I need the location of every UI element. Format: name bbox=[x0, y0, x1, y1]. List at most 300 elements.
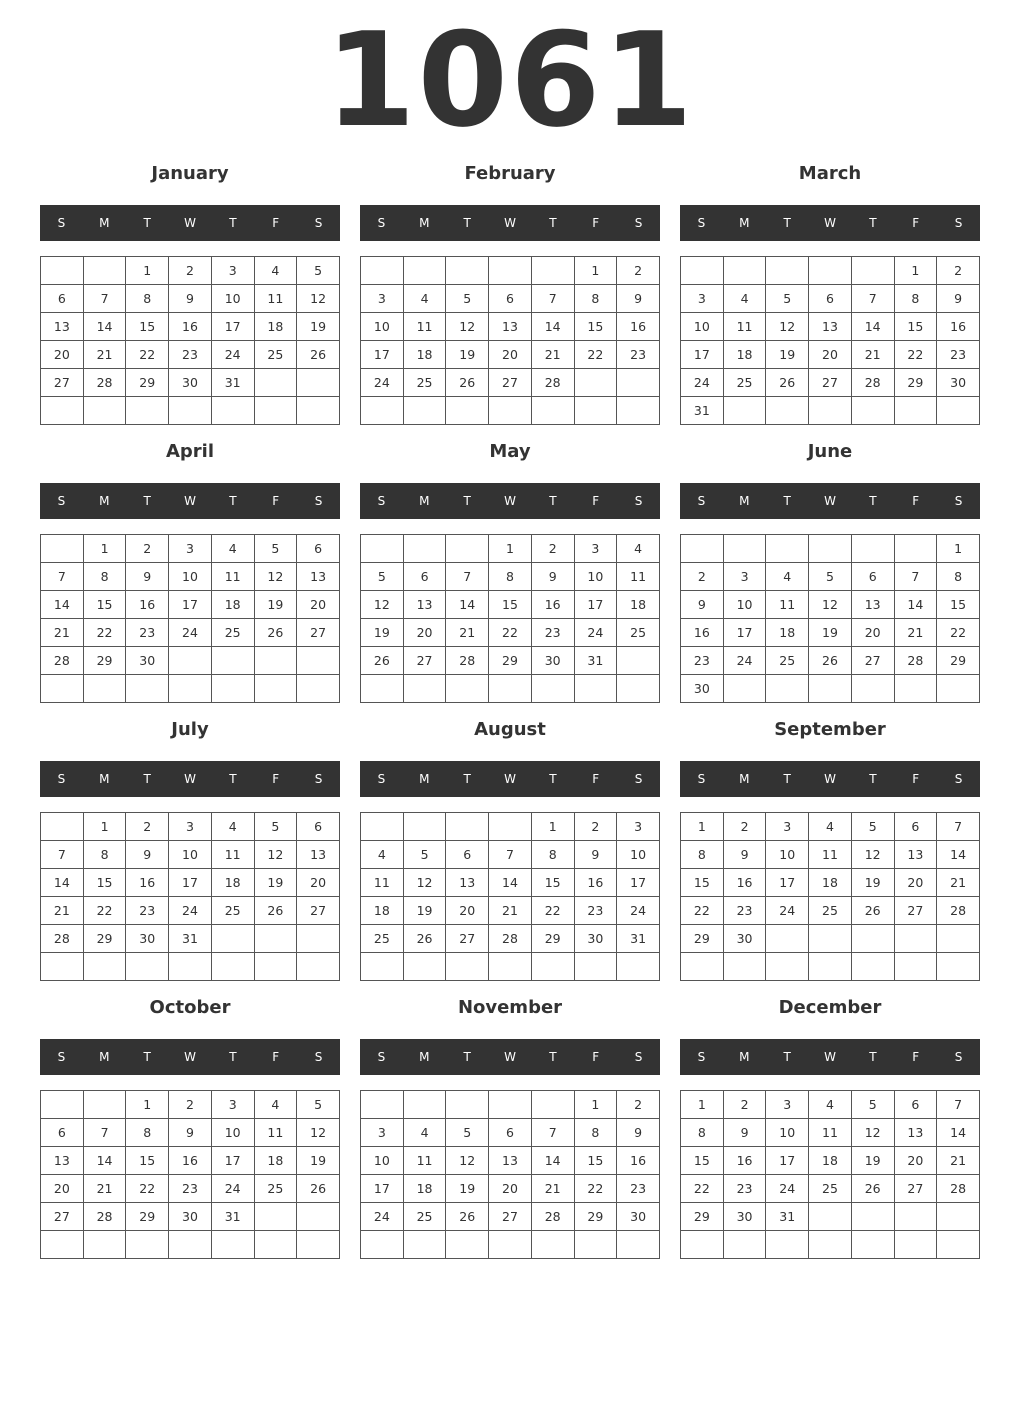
week-row bbox=[681, 397, 980, 425]
day-cell: 7 bbox=[446, 563, 489, 591]
day-cell: 6 bbox=[809, 285, 852, 313]
day-cell: 13 bbox=[851, 591, 894, 619]
week-row bbox=[681, 1231, 980, 1259]
day-cell: 8 bbox=[937, 563, 980, 591]
day-cell: 14 bbox=[531, 1147, 574, 1175]
day-cell: 27 bbox=[489, 369, 532, 397]
day-cell: 11 bbox=[211, 563, 254, 591]
day-cell: 31 bbox=[211, 369, 254, 397]
weekday-label: S bbox=[954, 494, 963, 508]
weekday-label: F bbox=[592, 216, 600, 230]
week-row bbox=[41, 1119, 340, 1147]
empty-day-cell bbox=[681, 953, 724, 981]
empty-day-cell bbox=[489, 675, 532, 703]
day-cell: 13 bbox=[489, 313, 532, 341]
day-cell: 12 bbox=[403, 869, 446, 897]
day-cell: 16 bbox=[169, 1147, 212, 1175]
day-cell: 19 bbox=[297, 313, 340, 341]
week-row bbox=[41, 535, 340, 563]
day-cell: 25 bbox=[809, 1175, 852, 1203]
day-cell: 29 bbox=[83, 925, 126, 953]
empty-day-cell bbox=[361, 953, 404, 981]
empty-day-cell bbox=[894, 397, 937, 425]
empty-day-cell bbox=[403, 813, 446, 841]
day-cell: 9 bbox=[169, 1119, 212, 1147]
day-cell: 28 bbox=[531, 1203, 574, 1231]
empty-day-cell bbox=[361, 675, 404, 703]
empty-day-cell bbox=[83, 397, 126, 425]
day-cell: 18 bbox=[809, 869, 852, 897]
day-cell: 3 bbox=[169, 813, 212, 841]
day-cell: 29 bbox=[83, 647, 126, 675]
day-cell: 11 bbox=[403, 1147, 446, 1175]
day-cell: 14 bbox=[851, 313, 894, 341]
month-name: April bbox=[165, 441, 215, 462]
week-row bbox=[681, 897, 980, 925]
week-row bbox=[361, 1119, 660, 1147]
day-cell: 11 bbox=[723, 313, 766, 341]
day-grid bbox=[40, 534, 340, 703]
empty-day-cell bbox=[211, 953, 254, 981]
day-cell: 14 bbox=[937, 841, 980, 869]
weekday-label: T bbox=[783, 216, 791, 230]
empty-day-cell bbox=[617, 675, 660, 703]
day-cell: 21 bbox=[41, 619, 84, 647]
empty-day-cell bbox=[851, 953, 894, 981]
month-name: May bbox=[489, 441, 531, 462]
day-cell: 12 bbox=[297, 1119, 340, 1147]
day-cell: 11 bbox=[809, 1119, 852, 1147]
empty-day-cell bbox=[894, 535, 937, 563]
day-grid bbox=[360, 256, 660, 425]
weekday-label: T bbox=[463, 494, 471, 508]
empty-day-cell bbox=[403, 1091, 446, 1119]
day-cell: 29 bbox=[531, 925, 574, 953]
empty-day-cell bbox=[851, 535, 894, 563]
day-cell: 16 bbox=[937, 313, 980, 341]
day-cell: 18 bbox=[211, 869, 254, 897]
empty-day-cell bbox=[937, 675, 980, 703]
weekday-label: M bbox=[419, 216, 430, 230]
weekday-label: F bbox=[592, 494, 600, 508]
day-cell: 17 bbox=[766, 869, 809, 897]
day-cell: 30 bbox=[169, 1203, 212, 1231]
day-cell: 10 bbox=[169, 563, 212, 591]
empty-day-cell bbox=[617, 369, 660, 397]
empty-day-cell bbox=[297, 397, 340, 425]
weekday-label: T bbox=[229, 1050, 237, 1064]
week-row bbox=[681, 341, 980, 369]
day-cell: 27 bbox=[489, 1203, 532, 1231]
weekday-label: S bbox=[634, 216, 643, 230]
week-row bbox=[361, 285, 660, 313]
empty-day-cell bbox=[446, 1231, 489, 1259]
day-cell: 18 bbox=[403, 341, 446, 369]
day-cell: 22 bbox=[681, 1175, 724, 1203]
empty-day-cell bbox=[809, 925, 852, 953]
day-cell: 29 bbox=[681, 925, 724, 953]
day-cell: 12 bbox=[766, 313, 809, 341]
weekday-label: T bbox=[783, 494, 791, 508]
day-cell: 27 bbox=[809, 369, 852, 397]
day-cell: 20 bbox=[446, 897, 489, 925]
empty-day-cell bbox=[41, 953, 84, 981]
empty-day-cell bbox=[83, 1091, 126, 1119]
day-cell: 13 bbox=[894, 841, 937, 869]
day-cell: 24 bbox=[169, 619, 212, 647]
day-cell: 9 bbox=[126, 841, 169, 869]
day-grid bbox=[40, 812, 340, 981]
day-cell: 13 bbox=[809, 313, 852, 341]
week-row bbox=[681, 841, 980, 869]
week-row bbox=[681, 1147, 980, 1175]
day-cell: 13 bbox=[894, 1119, 937, 1147]
weekday-label: S bbox=[697, 772, 706, 786]
week-row bbox=[681, 313, 980, 341]
weekday-header bbox=[360, 205, 660, 241]
day-cell: 4 bbox=[403, 1119, 446, 1147]
day-cell: 18 bbox=[766, 619, 809, 647]
empty-day-cell bbox=[446, 953, 489, 981]
day-cell: 31 bbox=[574, 647, 617, 675]
weekday-label: S bbox=[314, 216, 323, 230]
weekday-label: T bbox=[869, 1050, 877, 1064]
day-cell: 9 bbox=[681, 591, 724, 619]
week-row bbox=[41, 1231, 340, 1259]
week-row bbox=[361, 897, 660, 925]
day-cell: 2 bbox=[574, 813, 617, 841]
day-cell: 19 bbox=[766, 341, 809, 369]
day-cell: 7 bbox=[41, 841, 84, 869]
week-row bbox=[681, 647, 980, 675]
day-cell: 15 bbox=[489, 591, 532, 619]
empty-day-cell bbox=[851, 257, 894, 285]
weekday-label: T bbox=[463, 1050, 471, 1064]
day-cell: 25 bbox=[254, 341, 297, 369]
empty-day-cell bbox=[41, 1091, 84, 1119]
day-cell: 10 bbox=[169, 841, 212, 869]
weekday-label: T bbox=[549, 1050, 557, 1064]
day-cell: 22 bbox=[574, 1175, 617, 1203]
year-title: 1061 bbox=[325, 4, 695, 156]
empty-day-cell bbox=[681, 535, 724, 563]
week-row bbox=[681, 535, 980, 563]
day-cell: 28 bbox=[83, 1203, 126, 1231]
day-cell: 13 bbox=[403, 591, 446, 619]
empty-day-cell bbox=[254, 1203, 297, 1231]
day-cell: 21 bbox=[83, 1175, 126, 1203]
weekday-label: W bbox=[184, 1050, 196, 1064]
week-row bbox=[361, 841, 660, 869]
day-cell: 30 bbox=[617, 1203, 660, 1231]
day-cell: 15 bbox=[83, 869, 126, 897]
empty-day-cell bbox=[41, 257, 84, 285]
weekday-label: S bbox=[697, 216, 706, 230]
day-cell: 1 bbox=[126, 1091, 169, 1119]
weekday-label: M bbox=[419, 1050, 430, 1064]
day-cell: 2 bbox=[681, 563, 724, 591]
day-cell: 4 bbox=[766, 563, 809, 591]
week-row bbox=[681, 591, 980, 619]
weekday-label: M bbox=[419, 494, 430, 508]
weekday-label: T bbox=[783, 772, 791, 786]
day-cell: 9 bbox=[126, 563, 169, 591]
day-cell: 29 bbox=[937, 647, 980, 675]
empty-day-cell bbox=[489, 813, 532, 841]
empty-day-cell bbox=[937, 953, 980, 981]
weekday-header bbox=[360, 761, 660, 797]
empty-day-cell bbox=[937, 397, 980, 425]
day-cell: 4 bbox=[617, 535, 660, 563]
day-cell: 10 bbox=[361, 1147, 404, 1175]
empty-day-cell bbox=[809, 1203, 852, 1231]
day-cell: 25 bbox=[403, 369, 446, 397]
empty-day-cell bbox=[126, 675, 169, 703]
day-cell: 30 bbox=[169, 369, 212, 397]
day-cell: 27 bbox=[403, 647, 446, 675]
empty-day-cell bbox=[403, 535, 446, 563]
empty-day-cell bbox=[894, 1231, 937, 1259]
empty-day-cell bbox=[254, 675, 297, 703]
day-cell: 7 bbox=[937, 1091, 980, 1119]
weekday-header bbox=[40, 483, 340, 519]
day-cell: 19 bbox=[809, 619, 852, 647]
day-cell: 25 bbox=[211, 897, 254, 925]
day-cell: 28 bbox=[894, 647, 937, 675]
day-cell: 1 bbox=[489, 535, 532, 563]
day-cell: 15 bbox=[574, 1147, 617, 1175]
week-row bbox=[361, 313, 660, 341]
day-cell: 20 bbox=[851, 619, 894, 647]
day-cell: 29 bbox=[126, 369, 169, 397]
empty-day-cell bbox=[574, 369, 617, 397]
month-name: June bbox=[807, 441, 853, 462]
empty-day-cell bbox=[169, 397, 212, 425]
day-cell: 4 bbox=[403, 285, 446, 313]
empty-day-cell bbox=[851, 1203, 894, 1231]
day-cell: 10 bbox=[723, 591, 766, 619]
weekday-label: T bbox=[549, 494, 557, 508]
week-row bbox=[681, 563, 980, 591]
day-cell: 26 bbox=[809, 647, 852, 675]
week-row bbox=[41, 925, 340, 953]
day-cell: 28 bbox=[531, 369, 574, 397]
day-cell: 26 bbox=[254, 619, 297, 647]
day-cell: 28 bbox=[851, 369, 894, 397]
day-cell: 23 bbox=[531, 619, 574, 647]
day-cell: 3 bbox=[681, 285, 724, 313]
weekday-label: S bbox=[314, 494, 323, 508]
day-cell: 25 bbox=[617, 619, 660, 647]
empty-day-cell bbox=[531, 1231, 574, 1259]
day-cell: 17 bbox=[361, 1175, 404, 1203]
day-cell: 5 bbox=[254, 535, 297, 563]
empty-day-cell bbox=[809, 953, 852, 981]
week-row bbox=[41, 1147, 340, 1175]
empty-day-cell bbox=[83, 675, 126, 703]
day-cell: 27 bbox=[41, 369, 84, 397]
day-cell: 25 bbox=[723, 369, 766, 397]
day-cell: 4 bbox=[723, 285, 766, 313]
day-cell: 22 bbox=[531, 897, 574, 925]
empty-day-cell bbox=[531, 953, 574, 981]
day-cell: 30 bbox=[531, 647, 574, 675]
day-cell: 23 bbox=[681, 647, 724, 675]
week-row bbox=[361, 675, 660, 703]
day-cell: 8 bbox=[574, 1119, 617, 1147]
day-cell: 18 bbox=[809, 1147, 852, 1175]
day-cell: 24 bbox=[617, 897, 660, 925]
day-cell: 12 bbox=[851, 1119, 894, 1147]
empty-day-cell bbox=[254, 369, 297, 397]
day-cell: 23 bbox=[617, 341, 660, 369]
day-cell: 15 bbox=[681, 1147, 724, 1175]
day-cell: 6 bbox=[41, 285, 84, 313]
day-cell: 9 bbox=[617, 285, 660, 313]
day-cell: 31 bbox=[169, 925, 212, 953]
day-cell: 16 bbox=[531, 591, 574, 619]
day-cell: 5 bbox=[297, 257, 340, 285]
day-cell: 27 bbox=[297, 897, 340, 925]
week-row bbox=[41, 675, 340, 703]
day-cell: 17 bbox=[574, 591, 617, 619]
week-row bbox=[41, 1203, 340, 1231]
day-cell: 9 bbox=[937, 285, 980, 313]
day-cell: 23 bbox=[169, 1175, 212, 1203]
weekday-label: T bbox=[143, 216, 151, 230]
weekday-header bbox=[680, 761, 980, 797]
empty-day-cell bbox=[766, 1231, 809, 1259]
day-cell: 22 bbox=[489, 619, 532, 647]
empty-day-cell bbox=[723, 953, 766, 981]
day-cell: 3 bbox=[766, 1091, 809, 1119]
day-cell: 15 bbox=[126, 313, 169, 341]
empty-day-cell bbox=[531, 397, 574, 425]
empty-day-cell bbox=[41, 675, 84, 703]
week-row bbox=[361, 619, 660, 647]
day-cell: 11 bbox=[211, 841, 254, 869]
weekday-label: W bbox=[504, 772, 516, 786]
empty-day-cell bbox=[766, 535, 809, 563]
empty-day-cell bbox=[169, 1231, 212, 1259]
empty-day-cell bbox=[617, 397, 660, 425]
day-cell: 8 bbox=[126, 1119, 169, 1147]
day-cell: 20 bbox=[809, 341, 852, 369]
day-grid bbox=[680, 534, 980, 703]
day-cell: 28 bbox=[489, 925, 532, 953]
day-cell: 22 bbox=[126, 341, 169, 369]
week-row bbox=[361, 397, 660, 425]
day-cell: 17 bbox=[723, 619, 766, 647]
day-cell: 5 bbox=[809, 563, 852, 591]
day-cell: 12 bbox=[851, 841, 894, 869]
weekday-label: M bbox=[99, 1050, 110, 1064]
empty-day-cell bbox=[723, 1231, 766, 1259]
day-cell: 4 bbox=[211, 813, 254, 841]
day-cell: 17 bbox=[211, 1147, 254, 1175]
empty-day-cell bbox=[254, 953, 297, 981]
day-cell: 17 bbox=[766, 1147, 809, 1175]
weekday-label: T bbox=[229, 216, 237, 230]
weekday-label: T bbox=[463, 216, 471, 230]
day-cell: 16 bbox=[723, 869, 766, 897]
day-cell: 8 bbox=[894, 285, 937, 313]
day-cell: 12 bbox=[446, 313, 489, 341]
empty-day-cell bbox=[723, 675, 766, 703]
day-cell: 15 bbox=[83, 591, 126, 619]
day-cell: 1 bbox=[83, 813, 126, 841]
weekday-label: S bbox=[377, 1050, 386, 1064]
day-cell: 22 bbox=[83, 619, 126, 647]
day-cell: 22 bbox=[681, 897, 724, 925]
week-row bbox=[681, 1175, 980, 1203]
empty-day-cell bbox=[169, 675, 212, 703]
week-row bbox=[361, 535, 660, 563]
day-cell: 19 bbox=[446, 1175, 489, 1203]
day-cell: 3 bbox=[574, 535, 617, 563]
day-cell: 7 bbox=[851, 285, 894, 313]
empty-day-cell bbox=[851, 397, 894, 425]
day-cell: 27 bbox=[894, 897, 937, 925]
day-cell: 23 bbox=[126, 897, 169, 925]
day-cell: 29 bbox=[574, 1203, 617, 1231]
weekday-label: S bbox=[954, 1050, 963, 1064]
weekday-label: M bbox=[739, 1050, 750, 1064]
empty-day-cell bbox=[574, 1231, 617, 1259]
day-cell: 8 bbox=[83, 841, 126, 869]
day-cell: 30 bbox=[723, 1203, 766, 1231]
day-cell: 8 bbox=[126, 285, 169, 313]
day-cell: 6 bbox=[41, 1119, 84, 1147]
day-grid bbox=[360, 812, 660, 981]
day-cell: 26 bbox=[403, 925, 446, 953]
empty-day-cell bbox=[297, 953, 340, 981]
empty-day-cell bbox=[254, 397, 297, 425]
day-cell: 6 bbox=[851, 563, 894, 591]
week-row bbox=[361, 563, 660, 591]
day-cell: 17 bbox=[169, 869, 212, 897]
month-name: December bbox=[778, 997, 882, 1018]
weekday-label: T bbox=[229, 772, 237, 786]
weekday-label: T bbox=[869, 494, 877, 508]
day-cell: 29 bbox=[126, 1203, 169, 1231]
day-cell: 3 bbox=[617, 813, 660, 841]
day-cell: 27 bbox=[894, 1175, 937, 1203]
week-row bbox=[41, 313, 340, 341]
month-name: October bbox=[149, 997, 231, 1018]
day-cell: 16 bbox=[723, 1147, 766, 1175]
day-cell: 3 bbox=[211, 257, 254, 285]
day-cell: 10 bbox=[766, 841, 809, 869]
day-cell: 15 bbox=[531, 869, 574, 897]
week-row bbox=[361, 647, 660, 675]
week-row bbox=[41, 341, 340, 369]
day-cell: 5 bbox=[254, 813, 297, 841]
day-cell: 8 bbox=[531, 841, 574, 869]
empty-day-cell bbox=[297, 1231, 340, 1259]
day-cell: 21 bbox=[937, 869, 980, 897]
day-cell: 18 bbox=[254, 1147, 297, 1175]
day-cell: 12 bbox=[297, 285, 340, 313]
week-row bbox=[361, 925, 660, 953]
weekday-label: W bbox=[824, 772, 836, 786]
empty-day-cell bbox=[809, 1231, 852, 1259]
day-cell: 24 bbox=[361, 369, 404, 397]
weekday-label: F bbox=[912, 1050, 920, 1064]
day-cell: 30 bbox=[723, 925, 766, 953]
day-cell: 25 bbox=[766, 647, 809, 675]
empty-day-cell bbox=[446, 1091, 489, 1119]
